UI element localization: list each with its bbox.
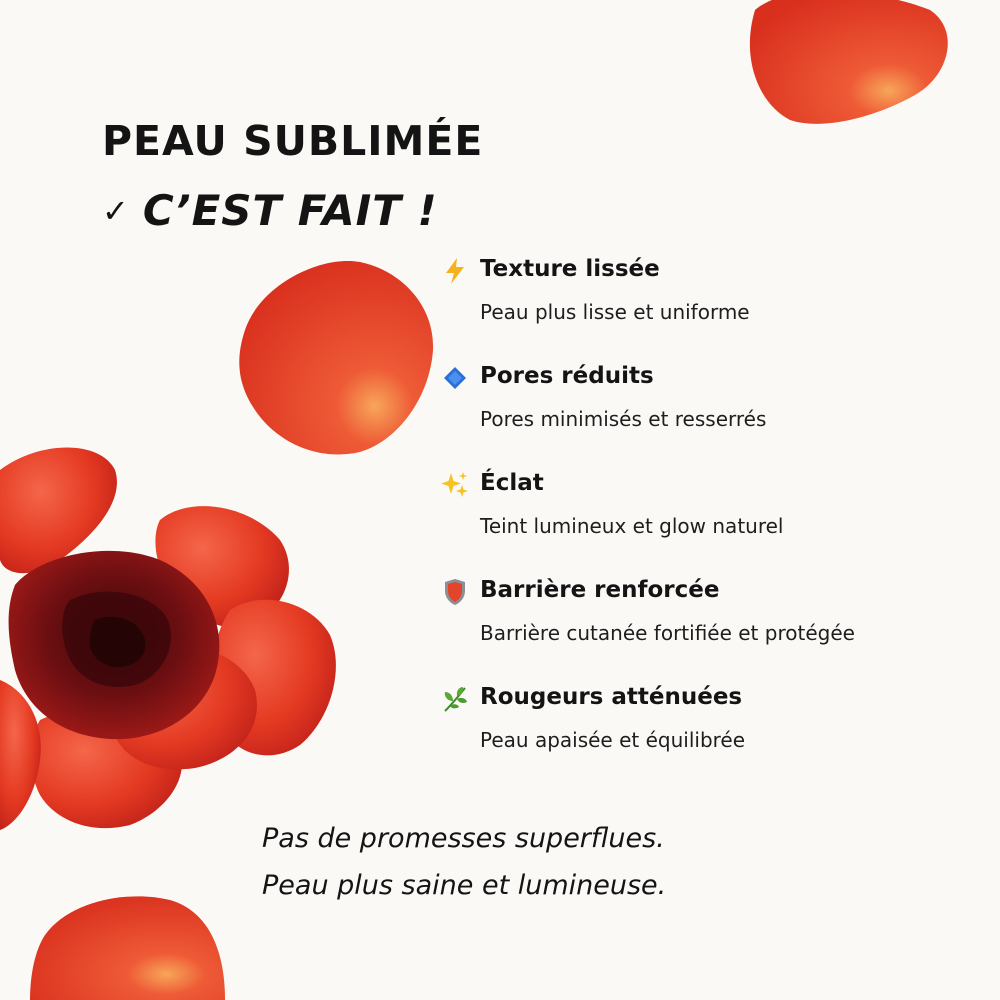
headline-line-1: PEAU SUBLIMÉE bbox=[102, 117, 484, 165]
headline-line-2 bbox=[102, 186, 438, 235]
benefit-title: Éclat bbox=[480, 470, 544, 496]
benefit-description: Teint lumineux et glow naturel bbox=[480, 514, 784, 538]
benefit-item bbox=[440, 682, 985, 789]
benefit-item bbox=[440, 575, 985, 682]
shield-icon bbox=[440, 577, 470, 607]
herb-icon bbox=[440, 684, 470, 714]
tagline bbox=[262, 815, 666, 909]
blue-diamond-icon bbox=[440, 363, 470, 393]
benefit-title: Pores réduits bbox=[480, 363, 654, 389]
check-icon: ✓ bbox=[102, 192, 129, 230]
benefit-description: Peau plus lisse et uniforme bbox=[480, 300, 750, 324]
petal-middle bbox=[239, 261, 433, 454]
sparkles-icon bbox=[440, 470, 470, 500]
tagline-line-1: Pas de promesses superflues. bbox=[262, 823, 665, 854]
petal-top-right bbox=[750, 0, 948, 124]
benefit-title: Texture lissée bbox=[480, 256, 660, 282]
benefit-item bbox=[440, 361, 985, 468]
benefit-description: Barrière cutanée fortifiée et protégée bbox=[480, 621, 855, 645]
headline-line-2-text: C’EST FAIT ! bbox=[142, 186, 438, 235]
tagline-line-2: Peau plus saine et lumineuse. bbox=[262, 870, 667, 901]
benefit-item bbox=[440, 468, 985, 575]
benefit-description: Peau apaisée et équilibrée bbox=[480, 728, 746, 752]
benefit-description: Pores minimisés et resserrés bbox=[480, 407, 767, 431]
benefit-item bbox=[440, 254, 985, 361]
benefit-title: Rougeurs atténuées bbox=[480, 684, 743, 710]
benefit-title: Barrière renforcée bbox=[480, 577, 720, 603]
lightning-icon bbox=[440, 256, 470, 286]
petal-bottom-left bbox=[30, 896, 225, 1000]
benefits-list bbox=[440, 254, 985, 789]
